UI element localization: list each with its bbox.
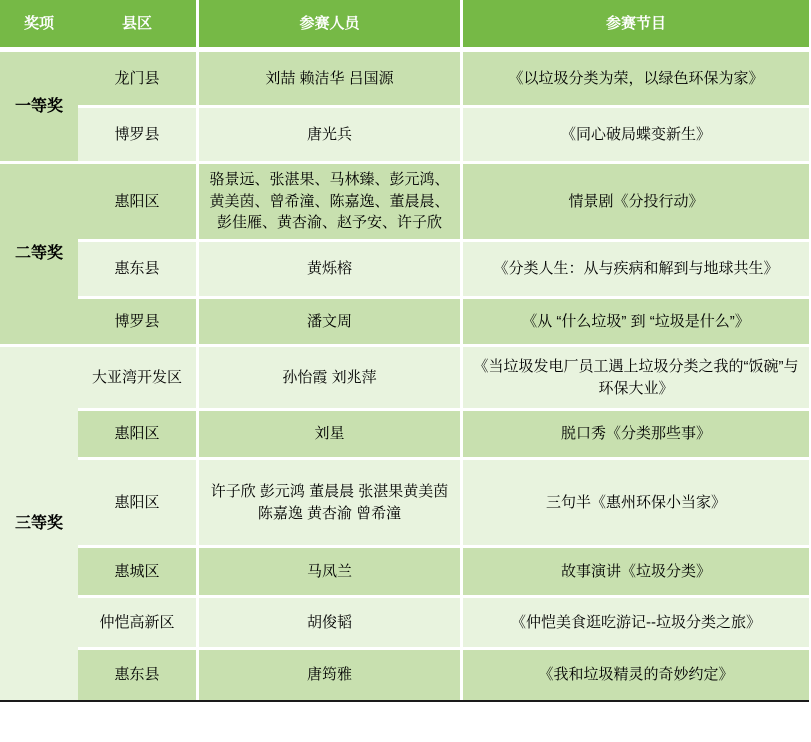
county-cell: 惠城区 — [78, 548, 196, 598]
table-row — [0, 548, 809, 598]
header-participants: 参赛人员 — [196, 0, 460, 52]
participants-cell: 潘文周 — [196, 299, 460, 347]
table-row — [0, 299, 809, 347]
county-cell: 惠东县 — [78, 242, 196, 299]
table-row — [0, 52, 809, 108]
header-award: 奖项 — [0, 0, 78, 52]
county-cell: 惠阳区 — [78, 164, 196, 242]
participants-cell: 唐筠雅 — [196, 650, 460, 700]
county-cell: 龙门县 — [78, 52, 196, 108]
county-cell: 惠阳区 — [78, 460, 196, 548]
county-cell: 博罗县 — [78, 108, 196, 164]
county-cell: 大亚湾开发区 — [78, 347, 196, 411]
table-row — [0, 347, 809, 411]
table-row — [0, 108, 809, 164]
program-cell: 情景剧《分投行动》 — [460, 164, 809, 242]
county-cell: 惠东县 — [78, 650, 196, 700]
county-cell: 惠阳区 — [78, 411, 196, 460]
participants-cell: 黄烁榕 — [196, 242, 460, 299]
table-row — [0, 650, 809, 700]
table-row — [0, 598, 809, 650]
participants-cell: 刘星 — [196, 411, 460, 460]
award-cell: 一等奖 — [0, 52, 78, 164]
program-cell: 脱口秀《分类那些事》 — [460, 411, 809, 460]
header-program: 参赛节目 — [460, 0, 809, 52]
table-row — [0, 242, 809, 299]
participants-cell: 许子欣 彭元鸿 董晨晨 张湛果黄美茵 陈嘉逸 黄杏渝 曾希潼 — [196, 460, 460, 548]
participants-cell: 胡俊韬 — [196, 598, 460, 650]
program-cell: 《仲恺美食逛吃游记--垃圾分类之旅》 — [460, 598, 809, 650]
program-cell: 《分类人生：从与疾病和解到与地球共生》 — [460, 242, 809, 299]
county-cell: 仲恺高新区 — [78, 598, 196, 650]
table-row — [0, 460, 809, 548]
table-row — [0, 164, 809, 242]
program-cell: 故事演讲《垃圾分类》 — [460, 548, 809, 598]
award-cell: 二等奖 — [0, 164, 78, 347]
program-cell: 《以垃圾分类为荣，以绿色环保为家》 — [460, 52, 809, 108]
participants-cell: 骆景远、张湛果、马林臻、彭元鸿、黄美茵、曾希潼、陈嘉逸、董晨晨、彭佳雁、黄杏渝、赵予安、许子欣 — [196, 164, 460, 242]
participants-cell: 刘喆 赖洁华 吕国源 — [196, 52, 460, 108]
table-body — [0, 52, 809, 700]
header-row — [0, 0, 809, 52]
program-cell: 《当垃圾发电厂员工遇上垃圾分类之我的“饭碗”与环保大业》 — [460, 347, 809, 411]
award-cell: 三等奖 — [0, 347, 78, 700]
header-county: 县区 — [78, 0, 196, 52]
program-cell: 《从 “什么垃圾” 到 “垃圾是什么”》 — [460, 299, 809, 347]
program-cell: 《我和垃圾精灵的奇妙约定》 — [460, 650, 809, 700]
participants-cell: 孙怡霞 刘兆萍 — [196, 347, 460, 411]
participants-cell: 唐光兵 — [196, 108, 460, 164]
program-cell: 《同心破局蝶变新生》 — [460, 108, 809, 164]
participants-cell: 马凤兰 — [196, 548, 460, 598]
table-row — [0, 411, 809, 460]
county-cell: 博罗县 — [78, 299, 196, 347]
program-cell: 三句半《惠州环保小当家》 — [460, 460, 809, 548]
